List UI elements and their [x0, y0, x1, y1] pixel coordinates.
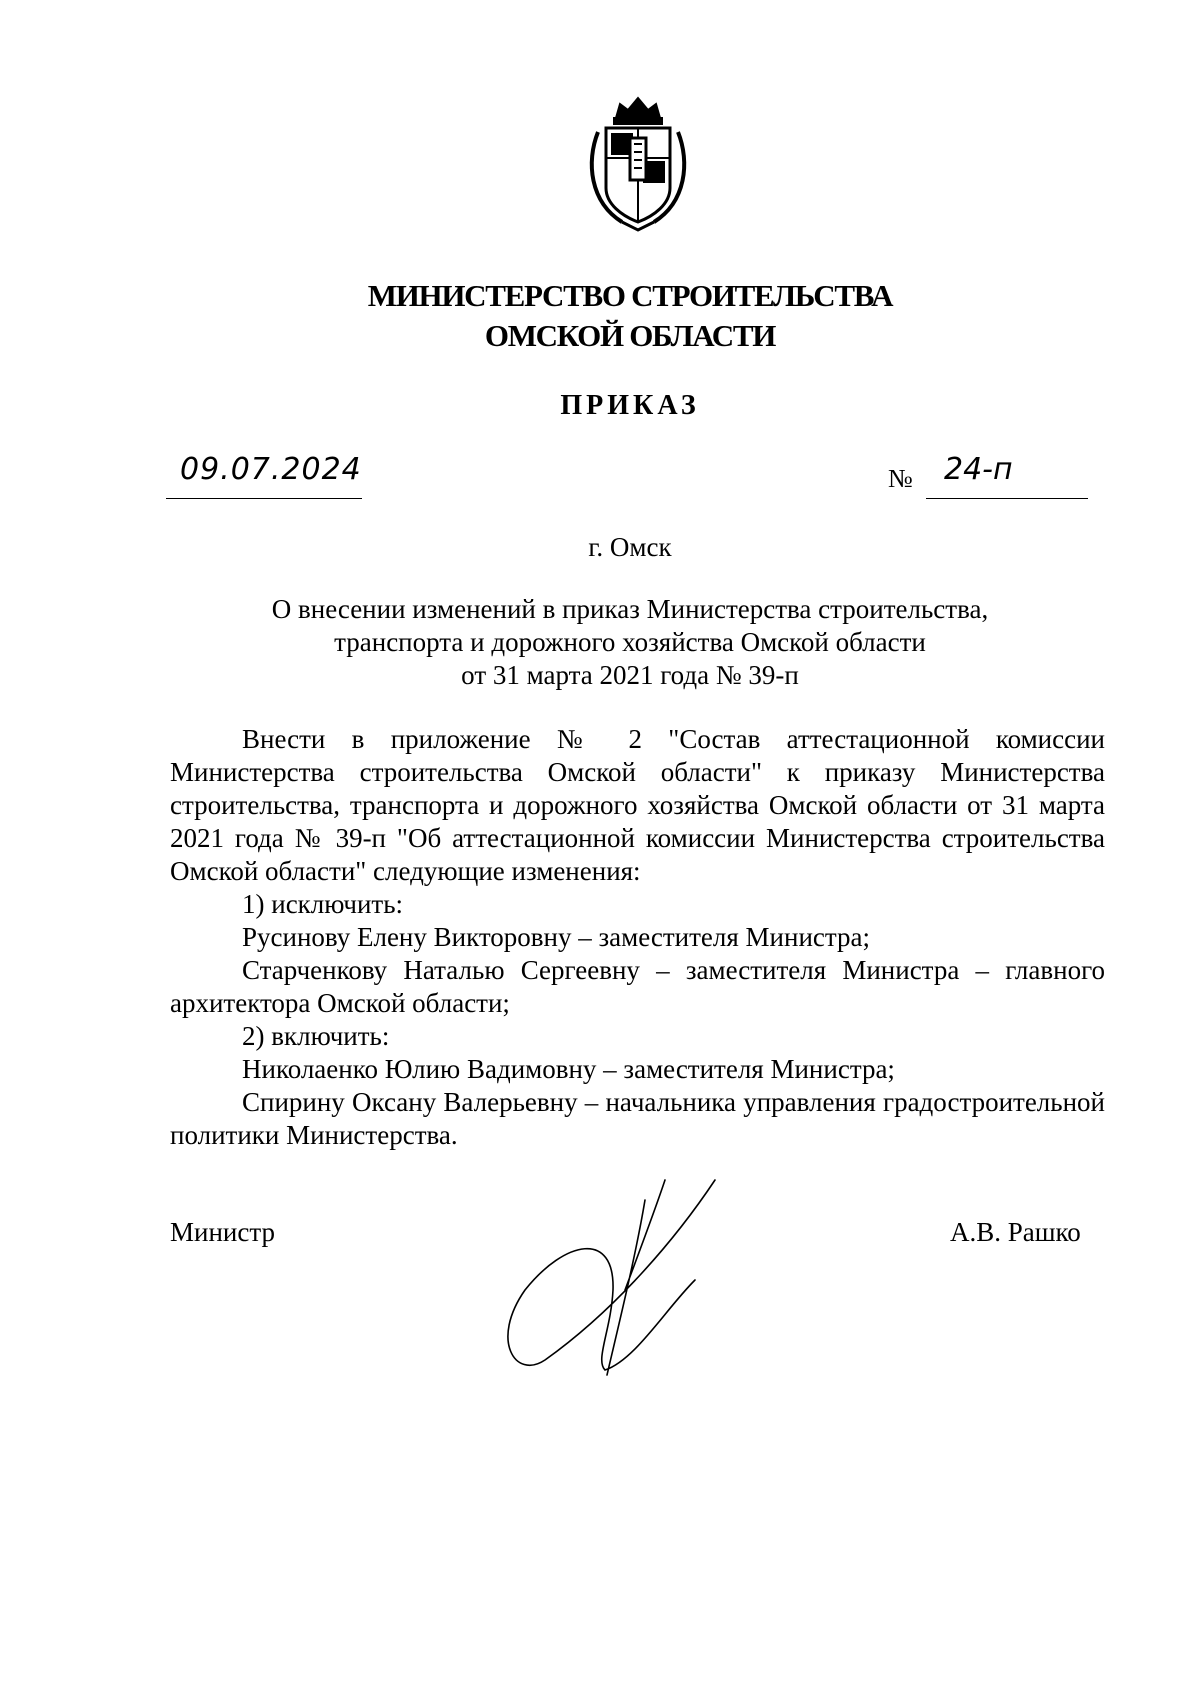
signer-name: А.В. Рашко: [950, 1217, 1081, 1247]
item-2-person-2: Спирину Оксану Валерьевну – начальника управления градостроительной политики Министерства.: [170, 1087, 1105, 1150]
ministry-line-1: МИНИСТЕРСТВО СТРОИТЕЛЬСТВА: [367, 278, 893, 313]
number-sign: №: [888, 464, 913, 493]
subject-line-2: транспорта и дорожного хозяйства Омской области: [334, 627, 926, 657]
ministry-name: [300, 276, 960, 356]
subject-line-1: О внесении изменений в приказ Министерства строительства,: [271, 594, 989, 624]
body-intro: Внести в приложение № 2 "Состав аттестационной комиссии Министерства строительства Омской области" к приказу Министерства строительства, транспорта и дорожного хозяйства Омской области от 31 марта 2021 года № 39-п "Об аттестационной комиссии Министерства строительства Омской области" следующие изменения:: [170, 724, 1105, 886]
document-number: 24-п: [944, 452, 1013, 487]
item-1-person-1: Русинову Елену Викторовну – заместителя Министра;: [242, 922, 870, 952]
document-body: [170, 723, 1105, 1152]
handwritten-signature: [495, 1170, 795, 1390]
document-date: 09.07.2024: [180, 452, 362, 487]
item-2-person-1: Николаенко Юлию Вадимовну – заместителя Министра;: [242, 1054, 895, 1084]
coat-of-arms-icon: [582, 92, 694, 236]
subject-line-3: от 31 марта 2021 года № 39-п: [461, 660, 799, 690]
document-type: ПРИКАЗ: [560, 390, 700, 421]
item-1-title: 1) исключить:: [242, 889, 404, 919]
ministry-line-2: ОМСКОЙ ОБЛАСТИ: [484, 318, 776, 353]
item-1-person-2: Старченкову Наталью Сергеевну – заместителя Министра – главного архитектора Омской области;: [170, 955, 1105, 1018]
document-city: г. Омск: [588, 532, 672, 562]
signer-title: Министр: [170, 1217, 275, 1247]
document-subject: [200, 593, 1060, 692]
item-2-title: 2) включить:: [242, 1021, 390, 1051]
